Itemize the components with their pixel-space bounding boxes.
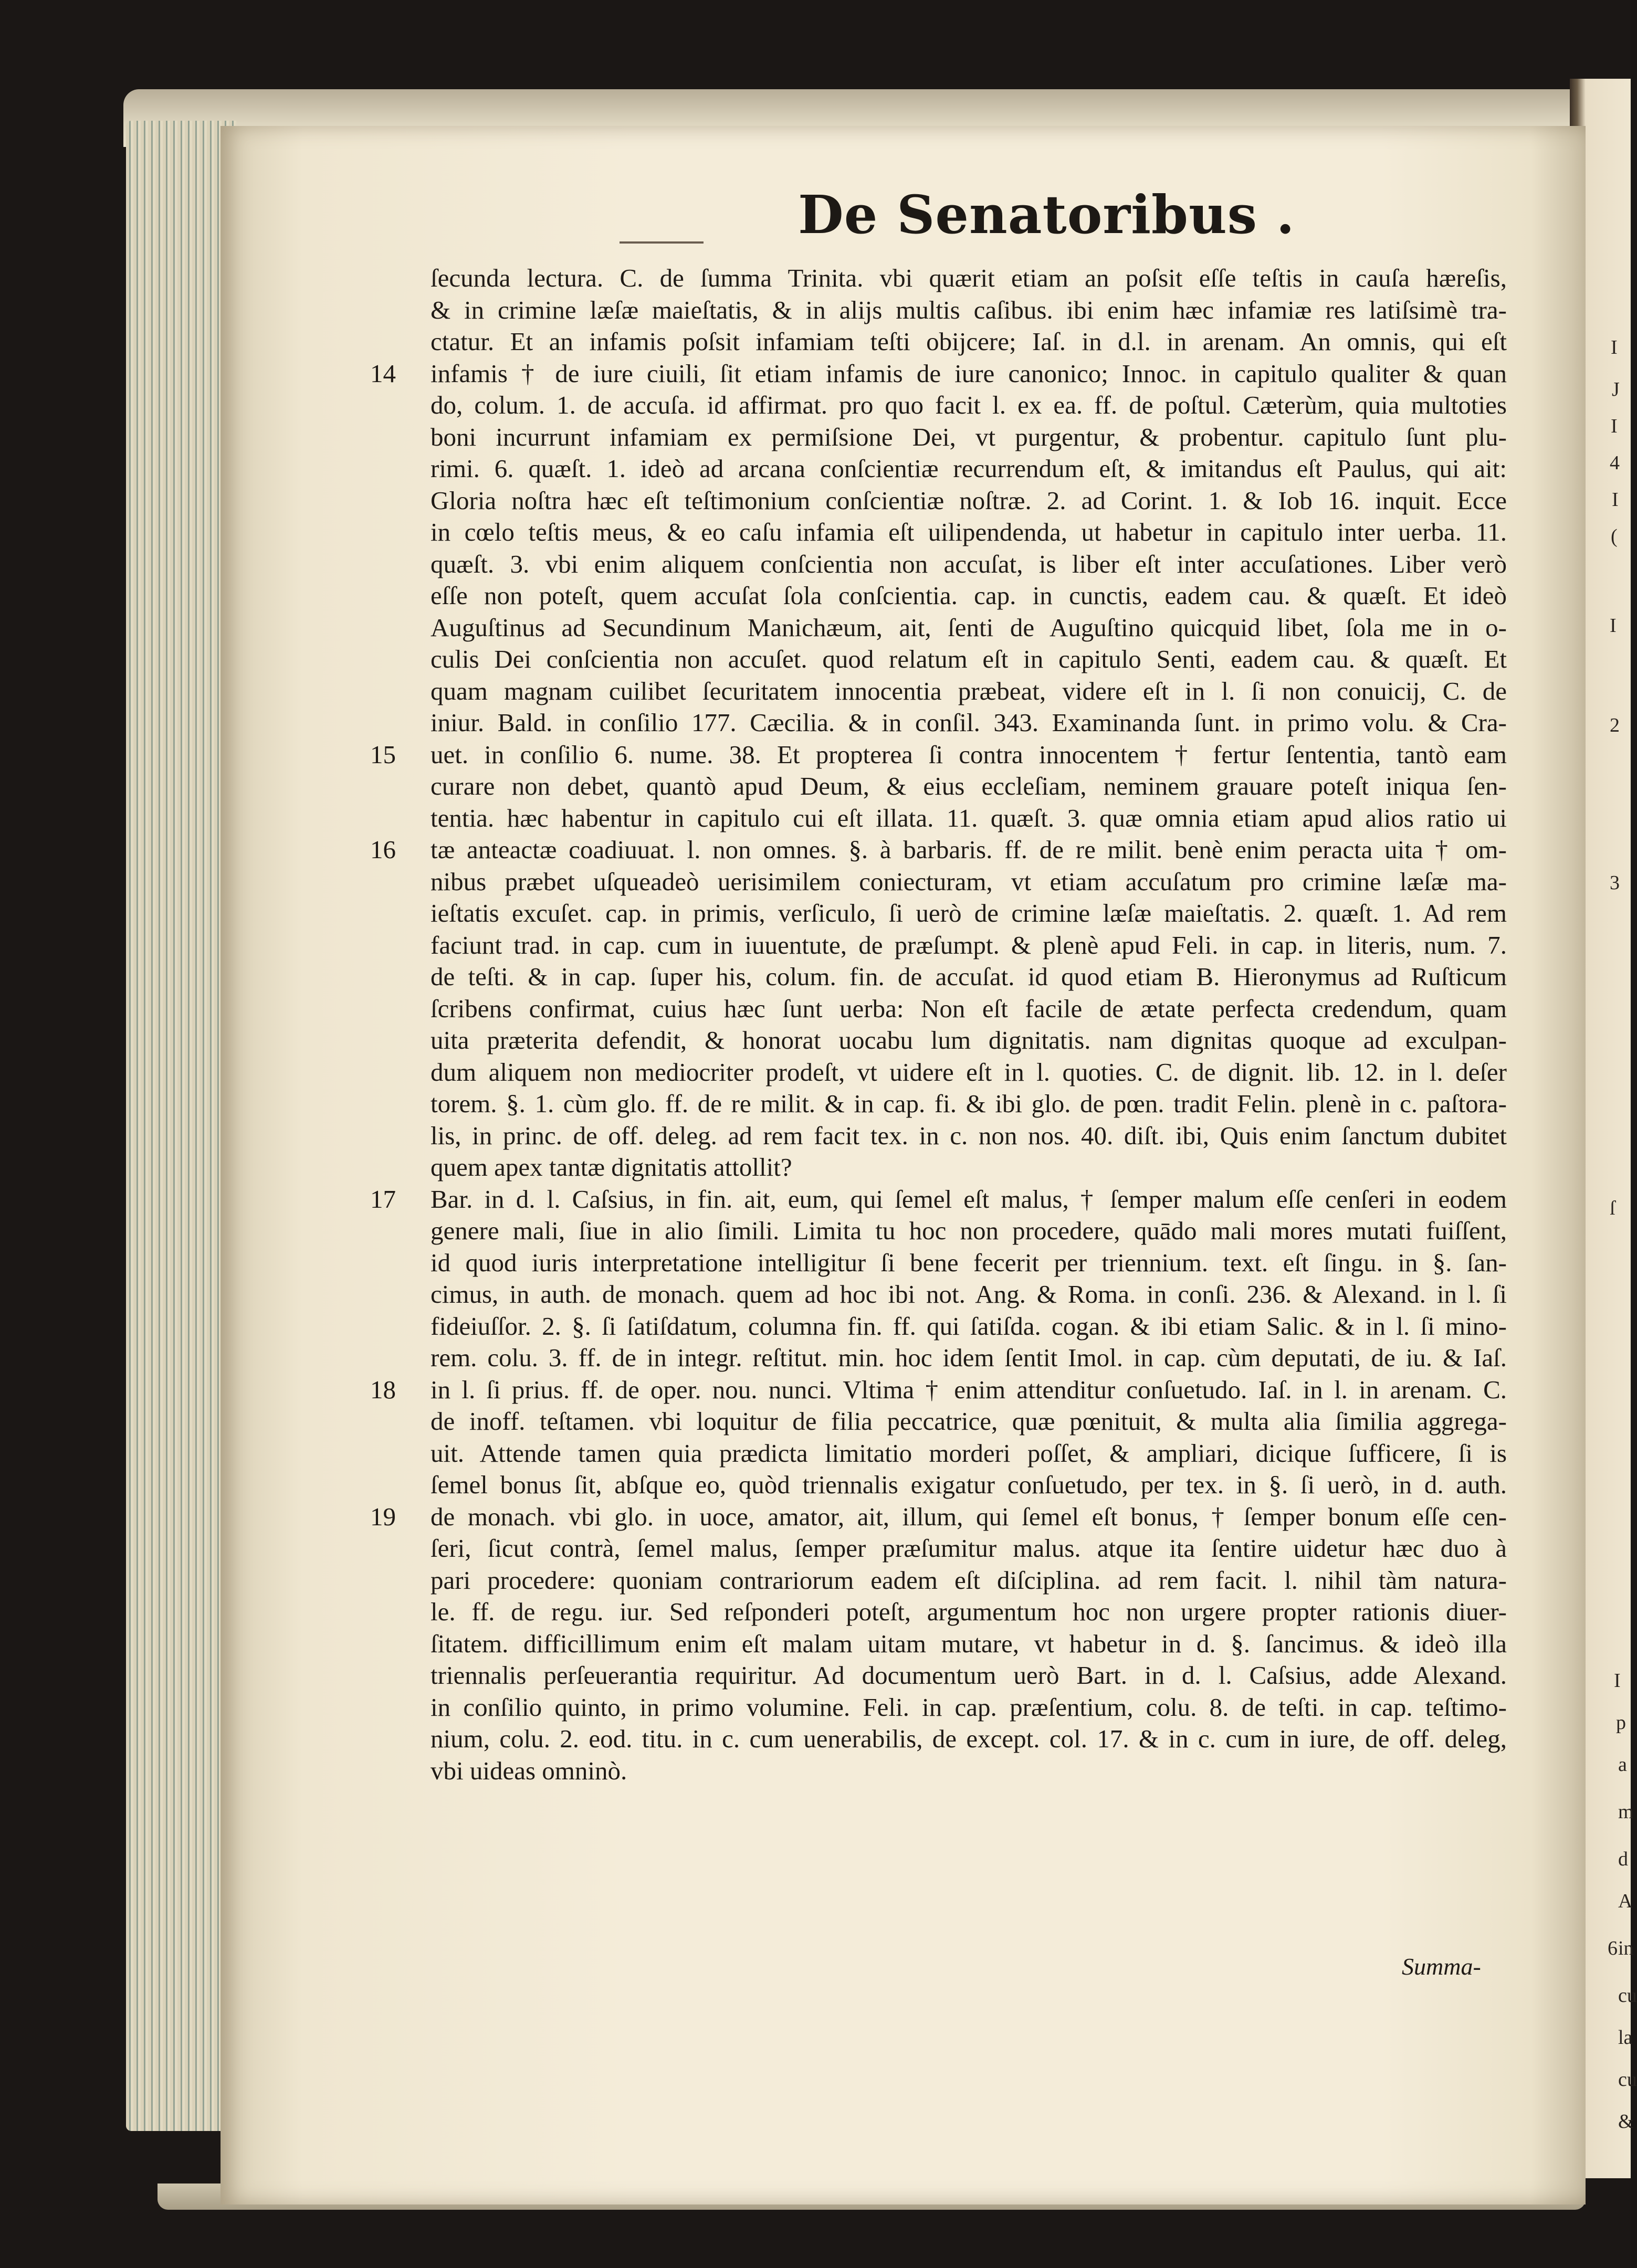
text-line <box>431 262 1507 294</box>
text-line-content: rem. colu. 3. ff. de in integr. reſtitut. min. hoc idem ſentit Imol. in cap. cùm deputati, de iu. & Iaſ. <box>431 1343 1507 1372</box>
text-line <box>370 358 1507 390</box>
text-line <box>431 580 1507 612</box>
text-line <box>431 294 1507 326</box>
marginal-number: 18 <box>370 1375 396 1404</box>
catchword: Summa- <box>1402 1953 1481 1980</box>
text-line-content: quam magnam cuilibet ſecuritatem innocentia præbeat, videre eſt in l. ſi non conuicij, C. de <box>431 676 1507 705</box>
marginalia-mark: la <box>1618 2027 1633 2049</box>
text-line <box>431 803 1507 835</box>
text-line-content: de teſti. & in cap. ſuper his, colum. fin. de accuſat. id quod etiam B. Hieronymus ad Ruſticum <box>431 962 1507 991</box>
text-line-content: fideiuſſor. 2. §. ſi ſatiſdatum, columna fin. ff. qui ſatiſda. cogan. & ibi etiam Salic. & in l. ſi mino- <box>431 1311 1507 1341</box>
text-line-content: do, colum. 1. de accuſa. id affirmat. pro quo facit l. ex ea. ff. de poſtul. Cæterùm, quia multoties <box>431 391 1507 419</box>
text-line-content: ieſtatis excuſet. cap. in primis, verſiculo, ſi uerò de crimine læſæ maieſtatis. 2. quæſt. 1. Ad rem <box>431 899 1507 927</box>
text-line-content: culis Dei conſcientia non accuſet. quod relatum eſt in capitulo Senti, eadem cau. & quæſt. Et <box>431 645 1507 673</box>
text-line-content: boni incurrunt infamiam ex permiſsione Dei, vt purgentur, & probentur. capitulo ſunt plu- <box>431 422 1507 451</box>
text-line <box>431 961 1507 993</box>
text-line-content: le. ff. de regu. iur. Sed reſponderi poteſt, argumentum hoc non urgere propter rationis diuer- <box>431 1597 1507 1626</box>
text-line <box>431 1247 1507 1279</box>
marginalia-mark: J <box>1612 378 1620 400</box>
text-line-content: lis, in princ. de off. deleg. ad rem facit tex. in c. non nos. 40. diſt. ibi, Quis enim ſanctum dubitet <box>431 1121 1507 1150</box>
text-line-content: eſſe non poteſt, quem accuſat ſola conſcientia. cap. in cunctis, eadem cau. & quæſt. Et ideò <box>431 581 1507 610</box>
text-line-content: id quod iuris interpretatione intelligitur ſi bene fecerit per triennium. text. eſt ſingu. in §. ſan- <box>431 1248 1507 1277</box>
text-line <box>431 1660 1507 1692</box>
text-line <box>431 676 1507 708</box>
text-line <box>370 1501 1507 1533</box>
text-line <box>431 771 1507 803</box>
text-line-content: infamis † de iure ciuili, ſit etiam infamis de iure canonico; Innoc. in capitulo qualiter & quan <box>431 358 1507 388</box>
marginalia-mark: I <box>1611 336 1618 358</box>
marginalia-mark: ſ <box>1610 1197 1615 1219</box>
text-line-content: ſitatem. difficillimum enim eſt malam uitam mutare, vt habetur in d. §. ſancimus. & ideò illa <box>431 1629 1507 1658</box>
text-line-content: in l. ſi prius. ff. de oper. nou. nunci. Vltima † enim attenditur conſuetudo. Iaſ. in l. in arenam. C. <box>431 1375 1507 1404</box>
text-line-content: quæſt. 3. vbi enim aliquem conſcientia non accuſat, is liber eſt inter accuſationes. Liber verò <box>431 549 1507 578</box>
text-line-content: dum aliquem non mediocriter prodeſt, vt uidere eſt in l. quoties. C. de dignit. lib. 12. in l. deſer <box>431 1057 1507 1086</box>
text-line-content: Auguſtinus ad Secundinum Manichæum, ait, ſenti de Auguſtino quicquid libet, ſola me in o- <box>431 613 1507 642</box>
text-line <box>431 1311 1507 1343</box>
text-line-content: in conſilio quinto, in primo volumine. Feli. in cap. præſentium, colu. 8. de teſti. in cap. teſtimo- <box>431 1692 1507 1722</box>
head-rule <box>620 241 704 244</box>
marginal-number: 15 <box>370 740 396 769</box>
text-line-content: cimus, in auth. de monach. quem ad hoc ibi not. Ang. & Roma. in conſi. 236. & Alexand. in l. ſi <box>431 1280 1507 1309</box>
text-line <box>431 1215 1507 1247</box>
text-line <box>431 1120 1507 1152</box>
marginal-number: 16 <box>370 835 396 864</box>
text-line <box>431 1057 1507 1089</box>
text-line-content: & in crimine læſæ maieſtatis, & in alijs multis caſibus. ibi enim hæc infamiæ res latiſsimè tra- <box>431 295 1507 324</box>
marginal-number: 14 <box>370 358 396 388</box>
body-text <box>370 262 1507 1787</box>
text-line <box>431 1755 1507 1787</box>
text-line-content: ſeri, ſicut contrà, ſemel malus, ſemper præſumitur malus. atque ita ſentire uidetur hæc duo à <box>431 1534 1507 1563</box>
text-line-content: torem. §. 1. cùm glo. ff. de re milit. & in cap. fi. & ibi glo. de pœn. tradit Felin. plenè in c. paſtora- <box>431 1089 1507 1118</box>
text-line-content: uita præterita defendit, & honorat uocabu lum dignitatis. nam dignitas quoque ad exculpan- <box>431 1026 1507 1054</box>
text-line-content: genere mali, ſiue in alio ſimili. Limita tu hoc non procedere, quādo mali mores mutati fuiſſent, <box>431 1216 1507 1245</box>
text-line <box>431 453 1507 485</box>
marginal-number: 19 <box>370 1502 396 1531</box>
marginalia-mark: I <box>1611 415 1618 437</box>
text-line-content: ſemel bonus ſit, abſque eo, quòd triennalis exigatur conſuetudo, per tex. in §. ſi uerò, in d. auth. <box>431 1470 1507 1499</box>
text-line-content: uet. in conſilio 6. nume. 38. Et propterea ſi contra innocentem † fertur ſententia, tantò eam <box>431 740 1507 769</box>
text-line <box>431 326 1507 358</box>
text-line <box>431 707 1507 739</box>
text-line <box>431 516 1507 548</box>
text-line-content: de inoff. teſtamen. vbi loquitur de filia peccatrice, quæ pœnituit, & multa alia ſimilia aggrega- <box>431 1407 1507 1436</box>
text-line-content: tentia. hæc habentur in capitulo cui eſt illata. 11. quæſt. 3. quæ omnia etiam apud alios ratio ui <box>431 803 1507 832</box>
marginalia-mark: p <box>1616 1712 1626 1734</box>
text-line <box>431 930 1507 962</box>
text-line-content: faciunt trad. in cap. cum in iuuentute, de præſumpt. & plenè apud Feli. in cap. in literis, num. 7. <box>431 930 1507 959</box>
running-head: De Senatoribus . <box>798 184 1295 246</box>
marginalia-mark: I <box>1614 1670 1621 1692</box>
marginalia-mark: d <box>1618 1848 1628 1870</box>
text-line-content: de monach. vbi glo. in uoce, amator, ait, illum, qui ſemel eſt bonus, † ſemper bonum eſſe cen- <box>431 1502 1507 1531</box>
text-line-content: Bar. in d. l. Caſsius, in fin. ait, eum, qui ſemel eſt malus, † ſemper malum eſſe cenſeri in eodem <box>431 1184 1507 1214</box>
text-line <box>431 1406 1507 1438</box>
marginalia-mark: A <box>1618 1890 1633 1912</box>
marginalia-mark: in <box>1618 1937 1634 1959</box>
text-line <box>431 485 1507 517</box>
text-line <box>431 612 1507 644</box>
text-line <box>431 1279 1507 1311</box>
text-line-content: tæ anteactæ coadiuuat. l. non omnes. §. à barbaris. ff. de re milit. benè enim peracta uita † om- <box>431 835 1507 864</box>
text-line-content: ſecunda lectura. C. de ſumma Trinita. vbi quærit etiam an poſsit eſſe teſtis in cauſa hæreſis, <box>431 263 1507 292</box>
text-line-content: ctatur. Et an infamis poſsit infamiam teſti obijcere; Iaſ. in d.l. in arenam. An omnis, qui eſt <box>431 327 1507 356</box>
text-line <box>431 644 1507 676</box>
text-line <box>431 866 1507 898</box>
marginalia-mark: a <box>1618 1754 1627 1776</box>
text-line-content: nium, colu. 2. eod. titu. in c. cum uenerabilis, de except. col. 17. & in c. cum in iure, de off. deleg, <box>431 1724 1507 1753</box>
text-line-content: pari procedere: quoniam contrariorum eadem eſt diſciplina. ad rem facit. l. nihil tàm natura- <box>431 1565 1507 1595</box>
marginalia-mark: 3 <box>1610 872 1620 894</box>
text-line <box>370 1184 1507 1216</box>
text-line <box>370 739 1507 771</box>
marginalia-mark: I <box>1610 615 1617 637</box>
text-line <box>370 1374 1507 1406</box>
text-line-content: quem apex tantæ dignitatis attollit? <box>431 1153 792 1182</box>
text-line <box>431 1723 1507 1755</box>
text-line <box>431 1342 1507 1374</box>
text-line-content: Gloria noſtra hæc eſt teſtimonium conſcientiæ noſtræ. 2. ad Corint. 1. & Iob 16. inquit. Ecce <box>431 486 1507 515</box>
text-line-content: in cœlo teſtis meus, & eo caſu infamia eſt uilipendenda, ut habetur in capitulo inter uerba. 11. <box>431 518 1507 546</box>
text-line <box>431 1692 1507 1724</box>
text-line <box>431 1438 1507 1470</box>
text-line-content: rimi. 6. quæſt. 1. ideò ad arcana conſcientiæ recurrendum eſt, & imitandus eſt Paulus, qui ait: <box>431 454 1507 483</box>
marginalia-mark: 6 <box>1608 1937 1618 1959</box>
text-line <box>431 1469 1507 1501</box>
text-line <box>431 1088 1507 1120</box>
marginalia-mark: cu <box>1618 1985 1637 2007</box>
marginalia-mark: 2 <box>1610 714 1620 736</box>
page-edges <box>126 121 236 2131</box>
text-line-content: nibus præbet uſqueadeò uerisimilem coniecturam, vt etiam accuſatum pro crimine læſæ ma- <box>431 867 1507 896</box>
text-line-content: triennalis perſeuerantia requiritur. Ad documentum uerò Bart. in d. l. Caſsius, adde Alexand. <box>431 1661 1507 1690</box>
text-line <box>370 834 1507 866</box>
marginal-number: 17 <box>370 1184 396 1214</box>
text-line-content: uit. Attende tamen quia prædicta limitatio morderi poſſet, & ampliari, dicique ſufficere, ſi is <box>431 1438 1507 1468</box>
text-line <box>431 898 1507 930</box>
text-line-content: curare non debet, quantò apud Deum, & eius eccleſiam, neminem grauare poteſt iniqua ſen- <box>431 772 1507 800</box>
text-line <box>431 548 1507 581</box>
text-line-content: ſcribens confirmat, cuius hæc ſunt uerba: Non eſt facile de ætate perfecta credendum, quam <box>431 994 1507 1023</box>
marginalia-mark: m <box>1618 1801 1634 1823</box>
text-line <box>431 1025 1507 1057</box>
marginalia-mark: ( <box>1611 525 1618 547</box>
text-line-content: vbi uideas omninò. <box>431 1756 627 1785</box>
text-line <box>431 993 1507 1025</box>
marginalia-mark: & <box>1618 2111 1634 2133</box>
text-line <box>431 421 1507 453</box>
marginalia-mark: cu <box>1618 2069 1637 2091</box>
text-line <box>431 1565 1507 1597</box>
marginalia-mark: I <box>1612 489 1619 511</box>
text-line <box>431 1152 1507 1184</box>
text-line-content: iniur. Bald. in conſilio 177. Cæcilia. & in conſil. 343. Examinanda ſunt. in primo volu. & Cra- <box>431 708 1507 737</box>
marginalia-mark: 4 <box>1610 452 1620 474</box>
text-line <box>431 389 1507 421</box>
text-line <box>431 1533 1507 1565</box>
text-line <box>431 1628 1507 1660</box>
text-line <box>431 1596 1507 1628</box>
